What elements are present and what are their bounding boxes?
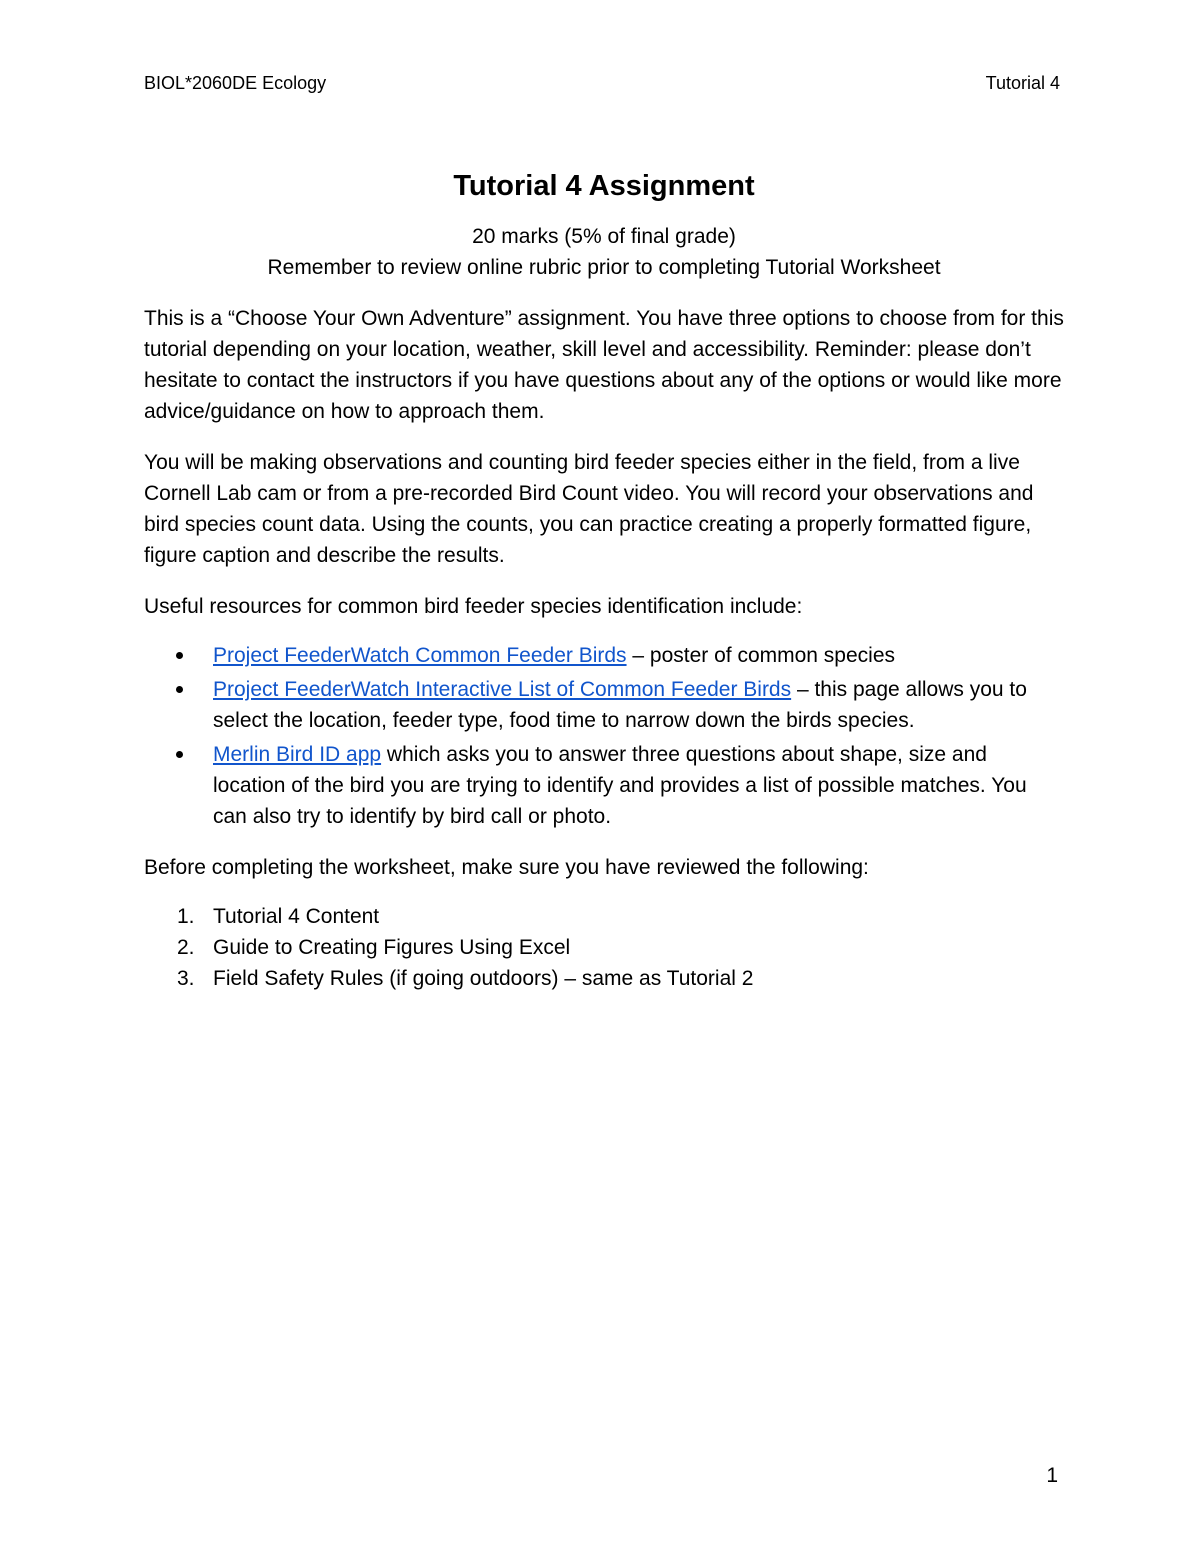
rubric-reminder: Remember to review online rubric prior to completing Tutorial Worksheet <box>267 256 941 279</box>
page-number: 1 <box>1046 1464 1058 1487</box>
review-list <box>144 901 1064 994</box>
marks-line: 20 marks (5% of final grade) <box>472 225 736 248</box>
list-item-text: – this page allows you to select the location, feeder type, food time to narrow down the birds species. <box>213 678 1027 732</box>
header-section: Tutorial 4 <box>985 73 1060 93</box>
bullet-icon <box>176 751 183 758</box>
list-item-text: – poster of common species <box>626 644 896 667</box>
feederwatch-poster-link[interactable]: Project FeederWatch Common Feeder Birds <box>213 644 627 667</box>
list-item-text: Field Safety Rules (if going outdoors) – same as Tutorial 2 <box>213 967 754 990</box>
list-item <box>144 963 1064 994</box>
list-item-text: Tutorial 4 Content <box>213 905 380 928</box>
list-number: 1. <box>177 905 195 928</box>
page-title: Tutorial 4 Assignment <box>453 170 755 202</box>
resources-intro: Useful resources for common bird feeder species identification include: <box>144 595 803 618</box>
list-item <box>144 640 1064 671</box>
merlin-bird-id-link[interactable]: Merlin Bird ID app <box>213 743 382 766</box>
resources-list <box>144 640 1064 832</box>
list-number: 3. <box>177 967 195 990</box>
header-course: BIOL*2060DE Ecology <box>144 73 327 93</box>
bullet-icon <box>176 686 183 693</box>
list-item <box>144 901 1064 932</box>
feederwatch-interactive-list-link[interactable]: Project FeederWatch Interactive List of Common Feeder Birds <box>213 678 792 701</box>
list-item <box>144 674 1064 736</box>
observations-paragraph: You will be making observations and counting bird feeder species either in the field, from a live Cornell Lab cam or from a pre-recorded Bird Count video. You will record your observations and bird species count data. Using the counts, you can practice creating a properly formatted figure, figure caption and describe the results. <box>144 451 1034 567</box>
list-item <box>144 739 1064 832</box>
page-content <box>144 168 1064 994</box>
list-item-text: Guide to Creating Figures Using Excel <box>213 936 571 959</box>
intro-paragraph: This is a “Choose Your Own Adventure” assignment. You have three options to choose from for this tutorial depending on your location, weather, skill level and accessibility. Reminder: please don’t hesitate to contact the instructors if you have questions about any of the options or would like more advice/guidance on how to approach them. <box>144 307 1064 423</box>
list-item-text: which asks you to answer three questions about shape, size and location of the bird you are trying to identify and provides a list of possible matches. You can also try to identify by bird call or photo. <box>213 743 1027 828</box>
review-intro: Before completing the worksheet, make sure you have reviewed the following: <box>144 856 869 879</box>
list-item <box>144 932 1064 963</box>
bullet-icon <box>176 652 183 659</box>
list-number: 2. <box>177 936 195 959</box>
